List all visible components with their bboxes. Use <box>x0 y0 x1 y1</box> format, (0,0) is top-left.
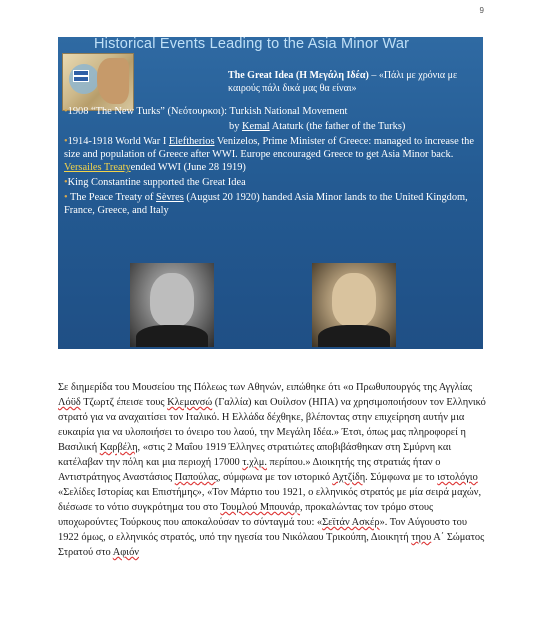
kemal-link[interactable]: Kemal <box>242 121 270 132</box>
page-number: 9 <box>479 6 484 15</box>
bullet-item: •King Constantine supported the Great Idea <box>64 177 246 188</box>
bullet-item: •1908 “The New Turks” (Νεότουρκοι): Turkish National Movement <box>64 106 348 117</box>
bullet-item: by Kemal Ataturk (the father of the Turks) <box>229 121 406 132</box>
versailles-treaty-link[interactable]: Versailes Treaty <box>64 162 131 173</box>
body-paragraph: Σε διημερίδα του Μουσείου της Πόλεως των Αθηνών, ειπώθηκε ότι «ο Πρωθυπουργός της Αγγλίας Λόϋδ Τζωρτζ έπεισε τους Κλεμανσώ (Γαλλία) και Ουίλσον (ΗΠΑ) να χρησιμοποιήσουν τον Ελληνικό στρατό για να αναχαιτίσει τον Ιταλικό. Η Ελλάδα δέχθηκε, βλέποντας στην επιχείρηση αυτήν μια ευκαιρία για να υλοποιήσει το όνειρο του λαού, την Μεγάλη Ιδέα.» Έτσι, όπως μας πληροφορεί η Βασιλική Καρβέλη, «στις 2 Μαΐου 1919 Έλληνες στρατιώτες αποβιβάσθηκαν στη Σμύρνη και κατέλαβαν την πόλη και μια περιοχή 17000 τ.χλμ. περίπου.» Διοικητής της στρατιάς ήταν ο Αντιστράτηγος Αναστάσιος Παπούλας, σύμφωνα με τον ιστορικό Αχτζίδη. Σύμφωνα με το ιστολόγιο «Σελίδες Ιστορίας και Επιστήμης», «Τον Μάρτιο του 1921, ο ελληνικός στρατός με μία σειρά μαχών, διέσωσε το νότιο συγκρότημα του στο Τουμλού Μπουνάρ, προκαλώντας τον τρόμο στους υποχωρούντες Τούρκους που αποκαλούσαν το σύνταγμά του: «Σεϊτάν Ασκέρ». Τον Αύγουστο του 1922 όμως, ο ελληνικός στρατός, υπό την ηγεσία του Νικόλαου Τρικούπη, Διοικητή τηου Α΄ Σώματος Στρατού στο Αφιόν <box>58 382 486 558</box>
flag-icon <box>73 70 89 82</box>
eleftherios-link[interactable]: Eleftherios <box>168 136 215 147</box>
bullet-item: • The Peace Treaty of Sèvres (August 20 1920) handed Asia Minor lands to the United Kingdom, France, Greece, and Italy <box>64 192 468 216</box>
map-image <box>62 53 134 111</box>
slide-title: Historical Events Leading to the Asia Minor War <box>94 37 410 52</box>
slide-bullets <box>64 105 478 219</box>
slide-image <box>58 37 483 349</box>
sevres-link[interactable]: Sèvres <box>156 192 184 203</box>
bullet-item: •1914-1918 World War I Eleftherios Venizelos, Prime Minister of Greece: managed to increase the size and population of Greece after WWI. Europe encouraged Greece to get Asia Minor back. Versailes Treatyended WWI (June 28 1919) <box>64 136 474 173</box>
ataturk-portrait <box>130 263 214 347</box>
great-idea-heading: The Great Idea (Η Μεγάλη Ιδέα) – «Πάλι με χρόνια με καιρούς πάλι δικά μας θα είναι» <box>228 70 458 94</box>
body-text <box>58 380 488 560</box>
venizelos-portrait <box>312 263 396 347</box>
